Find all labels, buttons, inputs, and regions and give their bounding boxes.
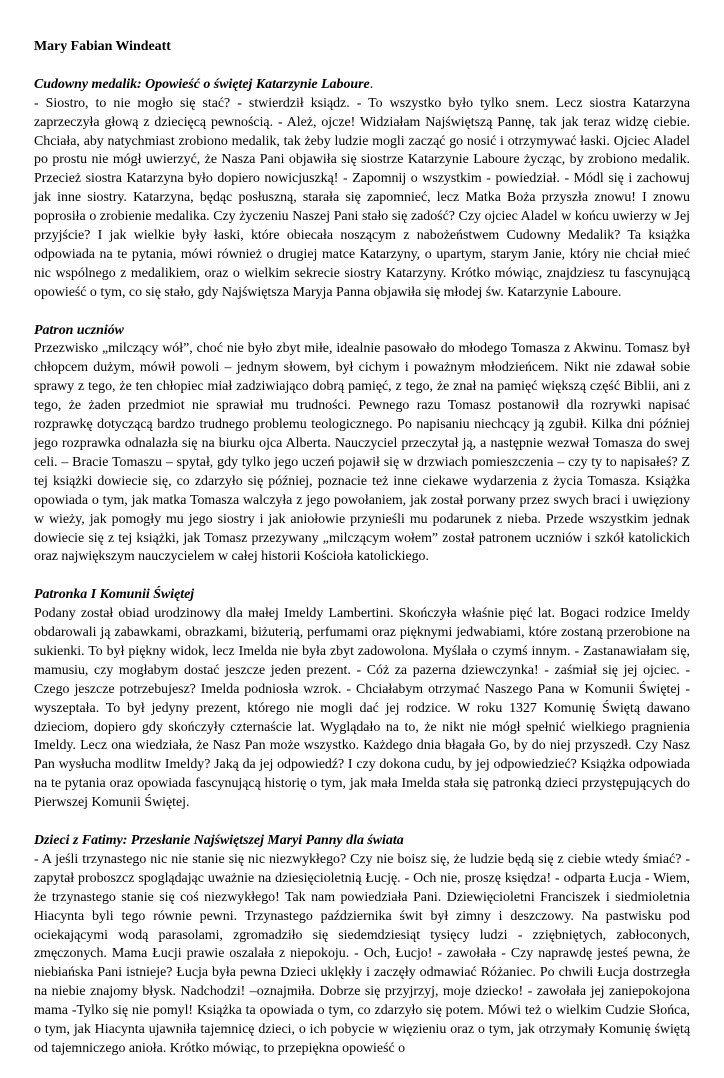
section-heading xyxy=(34,76,690,95)
section-body: Przezwisko „milczący wół”, choć nie było zbyt miłe, idealnie pasowało do młodego Tomasza z Akwinu. Tomasz był chłopcem dużym, mówił powoli – jednym słowem, był cichym i poważnym młodzieńcem. Nikt nie zdawał sobie sprawy z tego, że ten chłopiec miał zadziwiająco dobrą pamięć, z tego, że znał na pamięć większą część Biblii, ani z tego, że żaden przedmiot nie sprawiał mu trudności. Pewnego razu Tomasz postanowił dla rozrywki napisać rozprawkę dotyczącą bardzo trudnego problemu teologicznego. Po napisaniu niechcący ją zgubił. Kilka dni później jego rozprawka odnalazła się na biurku ojca Alberta. Nauczyciel przeczytał ją, a następnie wezwał Tomasza do swej celi. – Bracie Tomaszu – spytał, gdy tylko jego uczeń pojawił się w drzwiach pomieszczenia – czy ty to napisałeś? Z tej książki dowiecie się, co zdarzyło się później, poznacie też inne ciekawe wydarzenia z życia Tomasza. Książka opowiada o tym, jak matka Tomasza walczyła z jego powołaniem, jak został porwany przez swych braci i uwięziony w wieży, jak pomogły mu jego siostry i jak aniołowie przynieśli mu podarunek z nieba. Przede wszystkim jednak dowiecie się z tej książki, jak Tomasz przezywany „milczącym wołem” został patronem uczniów i szkół katolickich oraz największym nauczycielem w całej historii Kościoła katolickiego. xyxy=(34,341,690,565)
section-patronka-komunii xyxy=(34,586,690,813)
author-name: Mary Fabian Windeatt xyxy=(34,39,171,54)
section-title-suffix: . xyxy=(369,76,374,92)
section-heading xyxy=(34,586,690,605)
section-heading xyxy=(34,322,690,341)
section-heading xyxy=(34,832,690,851)
section-title: Cudowny medalik: Opowieść o świętej Katarzynie Laboure xyxy=(34,76,370,92)
section-body: Podany został obiad urodzinowy dla małej Imeldy Lambertini. Skończyła właśnie pięć lat. Bogaci rodzice Imeldy obdarowali ją zabawkami, obrazkami, biżuterią, perfumami oraz pięknymi jedwabiami, które zostaną przerobione na sukienki. To był piękny widok, lecz Imelda nie była zbyt zadowolona. Myślała o czymś innym. - Zastanawiałam się, mamusiu, czy mogłabym dostać jeszcze jeden prezent. - Cóż za pazerna dziewczynka! - zaśmiał się jej ojciec. - Czego jeszcze potrzebujesz? Imelda podniosła wzrok. - Chciałabym otrzymać Naszego Pana w Komunii Świętej - wyszeptała. To był jedyny prezent, którego nie mogli dać jej rodzice. W roku 1327 Komunię Świętą dawano dzieciom, dopiero gdy skończyły czternaście lat. Wyglądało na to, że nikt nie mógł spełnić wielkiego pragnienia Imeldy. Lecz ona wiedziała, że Nasz Pan może wszystko. Każdego dnia błagała Go, by do niej przyszedł. Czy Nasz Pan wysłucha modlitw Imeldy? Jaką da jej odpowiedź? I czy dokona cudu, by jej odpowiedzieć? Książka odpowiada na te pytania oraz opowiada fascynującą historię o tym, jak mała Imelda stała się patronką dzieci przystępujących do Pierwszej Komunii Świętej. xyxy=(34,606,690,811)
section-title: Patronka I Komunii Świętej xyxy=(34,587,195,603)
section-body: - Siostro, to nie mogło się stać? - stwierdził ksiądz. - To wszystko było tylko snem. Lecz siostra Katarzyna zaprzeczyła głową z dziecięcą pewnością. - Ależ, ojcze! Widziałam Najświętszą Pannę, tak jak teraz widzę ciebie. Chciała, aby natychmiast zrobiono medalik, tak żeby ludzie mogli zacząć go nosić i otrzymywać łaski. Ojciec Aladel po prostu nie mógł uwierzyć, że Nasza Pani objawiła się siostrze Katarzynie Laboure życząc, by zrobiono medalik. Przecież siostra Katarzyna było dopiero nowicjuszką! - Zapomnij o wszystkim - powiedział. - Módl się i zachowuj jak inne siostry. Katarzyna, będąc posłuszną, starała się zapomnieć, lecz Matka Boża przyszła znowu! I znowu poprosiła o zrobienie medalika. Czy życzeniu Naszej Pani stało się zadość? Czy ojciec Aladel w końcu uwierzy w Jej przyjście? I jak wielkie były łaski, które obiecała noszącym z nabożeństwem Cudowny Medalik? Ta książka odpowiada na te pytania, mówi również o drugiej matce Katarzyny, o upartym, starym Janie, który nie chciał mieć nic wspólnego z medalikiem, oraz o wielkim sekrecie siostry Katarzyny. Krótko mówiąc, znajdziesz tu fascynującą opowieść o tym, co się stało, gdy Najświętsza Maryja Panna objawiła się młodej św. Katarzynie Laboure. xyxy=(34,95,690,300)
section-title: Dzieci z Fatimy: Przesłanie Najświętszej Maryi Panny dla świata xyxy=(34,833,404,848)
section-title: Patron uczniów xyxy=(34,322,124,338)
section-body: - A jeśli trzynastego nic nie stanie się nic niezwykłego? Czy nie boisz się, że ludzie będą się z ciebie wtedy śmiać? - zapytał proboszcz spoglądając uważnie na dziesięcioletnią Łucję. - Och nie, proszę księdza! - odparta Łucja - Wiem, że trzynastego stanie się coś niezwykłego! Tak nam powiedziała Pani. Dziewięcioletni Franciszek i siedmioletnia Hiacynta byli tego równie pewni. Trzynastego października świt był zimny i deszczowy. Na pastwisku pod ociekającymi wodą parasolami, zgromadziło się siedemdziesiąt tysięcy ludzi - zziębniętych, zabłoconych, zmęczonych. Mama Łucji prawie oszalała z niepokoju. - Och, Łucjo! - zawołała - Czy naprawdę jesteś pewna, że niebiańska Pani istnieje? Łucja była pewna Dzieci uklękły i zaczęły odmawiać Różaniec. Po chwili Łucja dostrzegła na niebie znajomy błysk. Nadchodzi! –oznajmiła. Dobrze się przyjrzyj, moje dziecko! - zawołała jej zaniepokojona mama -Tylko się nie pomyl! Książka ta opowiada o tym, co zdarzyło się potem. Mówi też o wielkim Cudzie Słońca, o tym, jak Hiacynta ujawniła tajemnicę dzieci, o ich pobycie w więzieniu oraz o tym, jak otrzymały Komunię świętą od tajemniczego anioła. Krótko mówiąc, to przepiękna opowieść o xyxy=(34,851,690,1056)
section-patron-uczniow xyxy=(34,322,690,568)
section-dzieci-z-fatimy xyxy=(34,832,690,1059)
document-page xyxy=(34,38,690,1078)
section-cudowny-medalik xyxy=(34,76,690,303)
